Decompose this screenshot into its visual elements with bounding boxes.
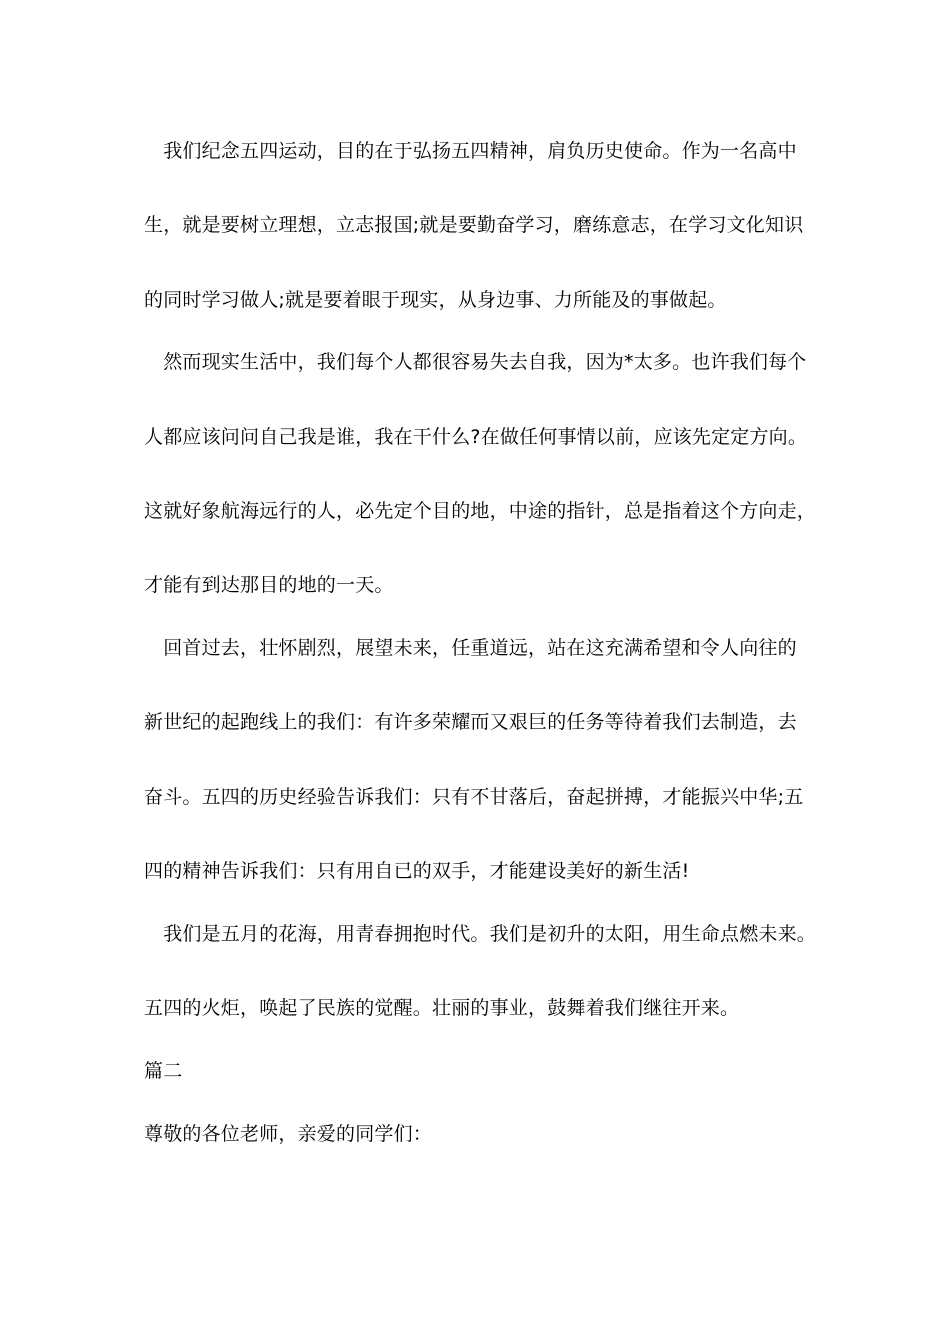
body-text-line: 生，就是要树立理想，立志报国;就是要勤奋学习，磨练意志，在学习文化知识 (144, 214, 804, 236)
section-heading: 篇二 (144, 1060, 183, 1082)
body-text-line: 我们是五月的花海，用青春拥抱时代。我们是初升的太阳，用生命点燃未来。 (144, 923, 817, 945)
body-text-line: 新世纪的起跑线上的我们：有许多荣耀而又艰巨的任务等待着我们去制造，去 (144, 711, 797, 733)
body-text-line: 的同时学习做人;就是要着眼于现实，从身边事、力所能及的事做起。 (144, 289, 727, 311)
body-text-line: 五四的火炬，唤起了民族的觉醒。壮丽的事业，鼓舞着我们继往开来。 (144, 997, 740, 1019)
body-text-line: 回首过去，壮怀剧烈，展望未来，任重道远，站在这充满希望和令人向往的 (144, 637, 797, 659)
body-text-line: 我们纪念五四运动，目的在于弘扬五四精神，肩负历史使命。作为一名高中 (144, 140, 797, 162)
salutation-line: 尊敬的各位老师，亲爱的同学们： (144, 1123, 433, 1145)
body-text-line: 奋斗。五四的历史经验告诉我们：只有不甘落后，奋起拼搏，才能振兴中华;五 (144, 786, 804, 808)
body-text-line: 四的精神告诉我们：只有用自已的双手，才能建设美好的新生活! (144, 860, 690, 882)
body-text-line: 这就好象航海远行的人，必先定个目的地，中途的指针，总是指着这个方向走， (144, 500, 817, 522)
body-text-line: 然而现实生活中，我们每个人都很容易失去自我，因为*太多。也许我们每个 (144, 351, 807, 373)
body-text-line: 才能有到达那目的地的一天。 (144, 574, 394, 596)
body-text-line: 人都应该问问自己我是谁，我在干什么?在做任何事情以前，应该先定定方向。 (144, 426, 808, 448)
